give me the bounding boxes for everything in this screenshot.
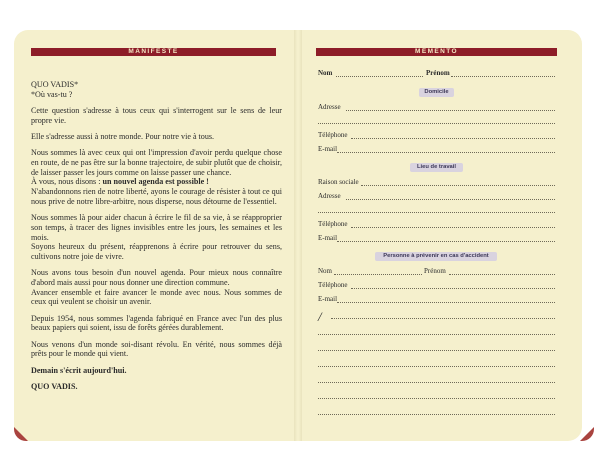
email-travail-label: E-mail: [318, 234, 338, 242]
notes-line-7[interactable]: [318, 414, 555, 415]
nom-field[interactable]: [336, 76, 423, 77]
adresse-label: Adresse: [318, 103, 341, 111]
signature-bold: QUO VADIS.: [31, 381, 78, 391]
paragraph-5: N'abandonnons rien de notre liberté, ayons le courage de résister à tout ce qui nous prive de notre libre-arbitre, nous disperse, nous détourne de l'essentiel.: [31, 187, 282, 206]
urgence-section: Personne à prévenir en cas d'accident: [375, 252, 497, 261]
paragraph-11: Nous venons d'un monde soi-disant révolu. En vérité, nous sommes déjà prêts pour le monde qui vient.: [31, 339, 282, 359]
telephone-urgence-field[interactable]: [351, 288, 555, 289]
adresse-field-line-2[interactable]: [318, 123, 555, 124]
paragraph-3: Nous sommes là avec ceux qui ont l'impression d'avoir perdu quelque chose en route, de ne pas être sur la bonne trajectoire, de subir plutôt que de choisir, de laisser passer les jours comme on laisse passer une chance.: [31, 148, 282, 177]
prenom-label: Prénom: [426, 69, 450, 77]
notes-line-6[interactable]: [318, 398, 555, 399]
manifesto-text: [31, 80, 282, 398]
paragraph-4: [31, 177, 282, 187]
adresse-travail-field[interactable]: [346, 199, 555, 200]
email-field[interactable]: [337, 152, 555, 153]
corner-protector-left: [14, 427, 28, 441]
telephone-urgence-label: Téléphone: [318, 281, 348, 289]
prenom-urgence-label: Prénom: [424, 267, 446, 275]
adresse-travail-label: Adresse: [318, 192, 341, 200]
domicile-section: Domicile: [419, 88, 454, 97]
notes-line-2[interactable]: [318, 334, 555, 335]
paragraph-4-emphasis: un nouvel agenda est possible !: [102, 177, 209, 187]
notes-line-5[interactable]: [318, 382, 555, 383]
email-urgence-label: E-mail: [318, 295, 338, 303]
lieu-de-travail-section: Lieu de travail: [410, 163, 463, 172]
notes-line-3[interactable]: [318, 350, 555, 351]
paragraph-8: Nous avons tous besoin d'un nouvel agenda. Pour mieux nous connaître d'abord mais aussi pour nous donner une direction commune.: [31, 268, 282, 287]
paragraph-4-lead: À vous, nous disons :: [31, 177, 103, 187]
adresse-travail-field-line-2[interactable]: [318, 212, 555, 213]
signature: [31, 382, 282, 392]
nom-urgence-field[interactable]: [334, 274, 422, 275]
email-travail-field[interactable]: [337, 241, 555, 242]
telephone-label: Téléphone: [318, 131, 348, 139]
nom-urgence-label: Nom: [318, 267, 332, 275]
raison-sociale-label: Raison sociale: [318, 178, 359, 186]
closing-bold: Demain s'écrit aujourd'hui.: [31, 365, 127, 375]
manifesto-subheading: *Où vas-tu ?: [31, 89, 73, 99]
corner-protector-right: [580, 427, 594, 441]
prenom-urgence-field[interactable]: [449, 274, 555, 275]
paragraph-1: Cette question s'adresse à tous ceux qui s'interrogent sur le sens de leur propre vie.: [31, 106, 282, 125]
paragraph-10: Depuis 1954, nous sommes l'agenda fabriqué en France avec l'un des plus beaux papiers qui soient, issu de forêts gérées durablement.: [31, 313, 282, 333]
book-gutter: [294, 30, 302, 441]
email-urgence-field[interactable]: [337, 302, 555, 303]
nom-label: Nom: [318, 69, 333, 77]
paragraph-9: Avancer ensemble et faire avancer le monde avec nous. Nous sommes de ceux qui veulent se choisir un avenir.: [31, 287, 282, 307]
raison-sociale-field[interactable]: [361, 185, 555, 186]
telephone-field[interactable]: [351, 138, 555, 139]
email-label: E-mail: [318, 145, 338, 153]
paragraph-7: Soyons heureux du présent, réapprenons à écrire pour retrouver du sens, cultivons notre joie de vivre.: [31, 242, 282, 261]
manifeste-header: MANIFESTE: [31, 48, 276, 56]
paragraph-2: Elle s'adresse aussi à notre monde. Pour notre vie à tous.: [31, 132, 215, 141]
manifesto-heading: QUO VADIS*: [31, 80, 79, 89]
memento-header: MÉMENTO: [316, 48, 557, 56]
notes-line-1[interactable]: [331, 318, 555, 319]
closing-line: [31, 366, 282, 376]
adresse-field[interactable]: [346, 110, 555, 111]
prenom-field[interactable]: [451, 76, 555, 77]
telephone-travail-field[interactable]: [351, 227, 555, 228]
paragraph-6: Nous sommes là pour aider chacun à écrire le fil de sa vie, à se réapproprier son temps, à tracer des lignes invisibles entre les jours, les semaines et les mois.: [31, 213, 282, 242]
telephone-travail-label: Téléphone: [318, 220, 348, 228]
slash-mark: /: [318, 309, 322, 324]
notes-line-4[interactable]: [318, 366, 555, 367]
